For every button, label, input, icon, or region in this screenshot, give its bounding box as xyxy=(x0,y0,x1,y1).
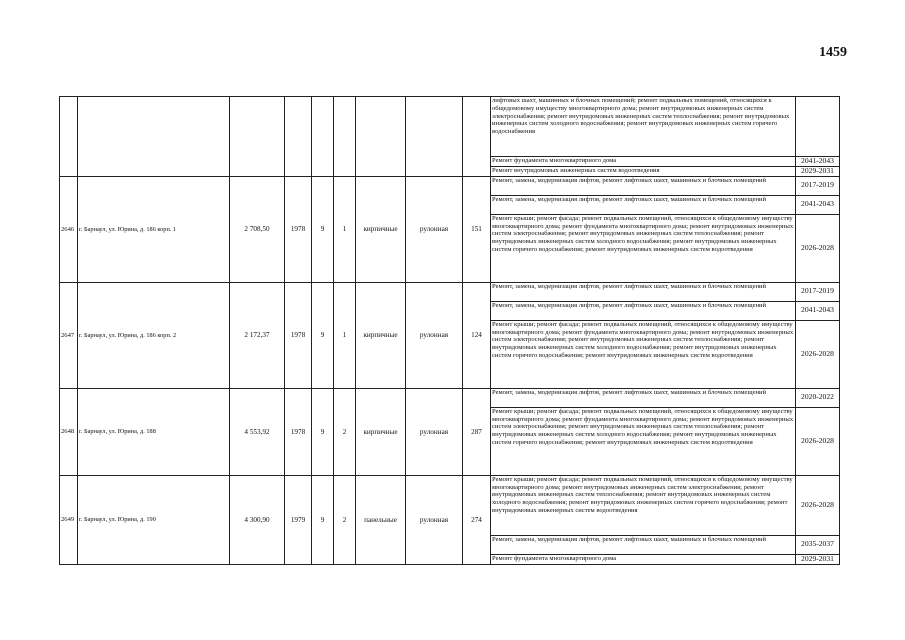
period-cell: 2026-2028 xyxy=(796,407,840,475)
row-residents: 274 xyxy=(463,475,491,564)
period-cell: 2029-2031 xyxy=(796,554,840,564)
row-residents: 151 xyxy=(463,176,491,282)
work-cell: Ремонт, замена, модернизация лифтов, ремонт лифтовых шахт, машинных и блочных помещений xyxy=(491,301,796,320)
table-row xyxy=(60,176,840,195)
work-cell: Ремонт крыши; ремонт фасада; ремонт подвальных помещений, относящихся к общедомовому имуществу многоквартирного дома; ремонт фундамента многоквартирного дома; ремонт внутридомовых инженерных систем электроснабжения; ремонт внутридомовых инженерных систем теплоснабжения; ремонт внутридомовых инженерных систем холодного водоснабжения; ремонт внутридомовых инженерных систем горячего водоснабжения; ремонт внутридомовых инженерных систем водоотведения xyxy=(491,407,796,475)
table-row xyxy=(60,475,840,535)
row-address: г. Барнаул, ул. Юрина, д. 186 корп. 1 xyxy=(78,176,230,282)
capital-repair-table xyxy=(59,96,840,565)
period-cell: 2017-2019 xyxy=(796,176,840,195)
row-number: 2647 xyxy=(60,282,78,388)
row-residents: 124 xyxy=(463,282,491,388)
work-cell: Ремонт фундамента многоквартирного дома xyxy=(491,554,796,564)
row-area: 4 553,92 xyxy=(230,388,285,475)
table-row-continued xyxy=(60,97,840,157)
table-row xyxy=(60,388,840,407)
row-address: г. Барнаул, ул. Юрина, д. 190 xyxy=(78,475,230,564)
row-entrances: 1 xyxy=(334,282,356,388)
period-cell: 2017-2019 xyxy=(796,282,840,301)
work-cell: Ремонт крыши; ремонт фасада; ремонт подвальных помещений, относящихся к общедомовому имуществу многоквартирного дома; ремонт внутридомовых инженерных систем электроснабжения; ремонт внутридомовых инженерных систем теплоснабжения; ремонт внутридомовых инженерных систем холодного водоснабжения; ремонт внутридомовых инженерных систем горячего водоснабжения; ремонт внутридомовых инженерных систем водоотведения xyxy=(491,475,796,535)
row-roof: рулонная xyxy=(406,176,463,282)
row-year: 1979 xyxy=(285,475,312,564)
work-cell: Ремонт крыши; ремонт фасада; ремонт подвальных помещений, относящихся к общедомовому имуществу многоквартирного дома; ремонт фундамента многоквартирного дома; ремонт внутридомовых инженерных систем электроснабжения; ремонт внутридомовых инженерных систем теплоснабжения; ремонт внутридомовых инженерных систем холодного водоснабжения; ремонт внутридомовых инженерных систем горячего водоснабжения; ремонт внутридомовых инженерных систем водоотведения xyxy=(491,214,796,282)
period-cell: 2035-2037 xyxy=(796,535,840,554)
period-cell: 2026-2028 xyxy=(796,214,840,282)
period-cell: 2041-2043 xyxy=(796,301,840,320)
row-year: 1978 xyxy=(285,176,312,282)
row-walls: кирпичные xyxy=(356,388,406,475)
work-cell: Ремонт внутридомовых инженерных систем водоотведения xyxy=(491,166,796,176)
work-cell: Ремонт крыши; ремонт фасада; ремонт подвальных помещений, относящихся к общедомовому имуществу многоквартирного дома; ремонт фундамента многоквартирного дома; ремонт внутридомовых инженерных систем электроснабжения; ремонт внутридомовых инженерных систем теплоснабжения; ремонт внутридомовых инженерных систем холодного водоснабжения; ремонт внутридомовых инженерных систем горячего водоснабжения; ремонт внутридомовых инженерных систем водоотведения xyxy=(491,320,796,388)
row-address: г. Барнаул, ул. Юрина, д. 186 корп. 2 xyxy=(78,282,230,388)
row-floors: 9 xyxy=(312,388,334,475)
row-entrances: 1 xyxy=(334,176,356,282)
row-entrances: 2 xyxy=(334,388,356,475)
period-cell: 2041-2043 xyxy=(796,157,840,167)
row-walls: кирпичные xyxy=(356,176,406,282)
row-number: 2646 xyxy=(60,176,78,282)
row-address: г. Барнаул, ул. Юрина, д. 188 xyxy=(78,388,230,475)
row-number: 2648 xyxy=(60,388,78,475)
period-cell: 2026-2028 xyxy=(796,320,840,388)
row-roof: рулонная xyxy=(406,388,463,475)
work-cell: лифтовых шахт, машинных и блочных помещений; ремонт подвальных помещений, относящихся к общедомовому имуществу многоквартирного дома; ремонт внутридомовых инженерных систем электроснабжения; ремонт внутридомовых инженерных систем теплоснабжения; ремонт внутридомовых инженерных систем холодного водоснабжения; ремонт внутридомовых инженерных систем горячего водоснабжения xyxy=(491,97,796,157)
page-number: 1459 xyxy=(819,45,847,60)
period-cell: 2029-2031 xyxy=(796,166,840,176)
period-cell: 2041-2043 xyxy=(796,195,840,214)
row-walls: кирпичные xyxy=(356,282,406,388)
row-entrances: 2 xyxy=(334,475,356,564)
row-area: 2 172,37 xyxy=(230,282,285,388)
row-number: 2649 xyxy=(60,475,78,564)
row-walls: панельные xyxy=(356,475,406,564)
row-roof: рулонная xyxy=(406,475,463,564)
row-residents: 287 xyxy=(463,388,491,475)
cell-floors xyxy=(312,97,334,177)
cell-year xyxy=(285,97,312,177)
cell-walls xyxy=(356,97,406,177)
row-year: 1978 xyxy=(285,282,312,388)
work-cell: Ремонт, замена, модернизация лифтов, ремонт лифтовых шахт, машинных и блочных помещений xyxy=(491,282,796,301)
cell-residents xyxy=(463,97,491,177)
row-floors: 9 xyxy=(312,475,334,564)
table-row xyxy=(60,282,840,301)
row-area: 2 708,50 xyxy=(230,176,285,282)
cell-address xyxy=(78,97,230,177)
row-floors: 9 xyxy=(312,282,334,388)
row-area: 4 300,90 xyxy=(230,475,285,564)
period-cell: 2026-2028 xyxy=(796,475,840,535)
work-cell: Ремонт, замена, модернизация лифтов, ремонт лифтовых шахт, машинных и блочных помещений xyxy=(491,388,796,407)
work-cell: Ремонт, замена, модернизация лифтов, ремонт лифтовых шахт, машинных и блочных помещений xyxy=(491,195,796,214)
period-cell: 2020-2022 xyxy=(796,388,840,407)
row-floors: 9 xyxy=(312,176,334,282)
cell-entrances xyxy=(334,97,356,177)
period-cell xyxy=(796,97,840,157)
work-cell: Ремонт, замена, модернизация лифтов, ремонт лифтовых шахт, машинных и блочных помещений xyxy=(491,176,796,195)
work-cell: Ремонт, замена, модернизация лифтов, ремонт лифтовых шахт, машинных и блочных помещений xyxy=(491,535,796,554)
row-year: 1978 xyxy=(285,388,312,475)
row-roof: рулонная xyxy=(406,282,463,388)
work-cell: Ремонт фундамента многоквартирного дома xyxy=(491,157,796,167)
cell-roof xyxy=(406,97,463,177)
cell-area xyxy=(230,97,285,177)
cell-num xyxy=(60,97,78,177)
